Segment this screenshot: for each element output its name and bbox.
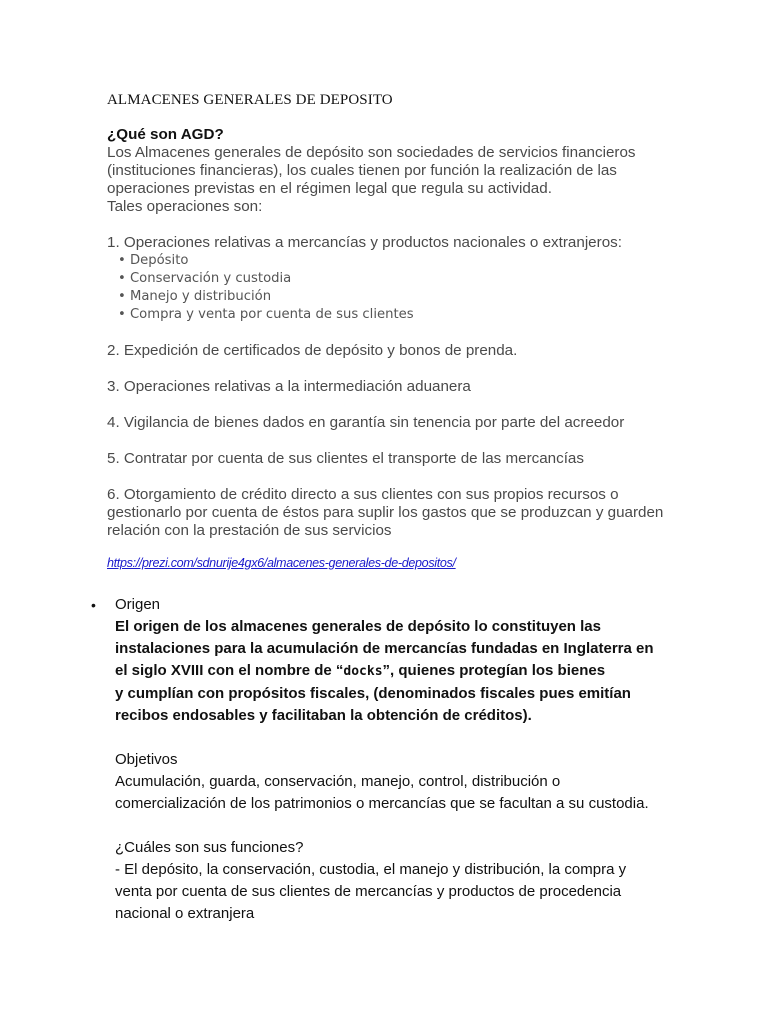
origin-paragraph: [115, 616, 675, 727]
objectives-line: comercialización de los patrimonios o mercancías que se facultan a su custodia.: [115, 795, 649, 812]
functions-line: venta por cuenta de sus clientes de mercancías y productos de procedencia: [115, 883, 622, 900]
functions-heading: ¿Cuáles son sus funciones?: [115, 839, 304, 856]
list-bullet: •: [91, 597, 96, 613]
operation-item-2: 2. Expedición de certificados de depósito y bonos de prenda.: [107, 342, 518, 359]
agd-definition-section: [107, 126, 707, 540]
intro-line: operaciones previstas en el régimen legal que regula su actividad.: [107, 180, 552, 197]
origin-section: [91, 594, 675, 925]
origin-text: ”, quienes protegían los bienes: [382, 662, 606, 679]
question-heading: ¿Qué son AGD?: [107, 126, 224, 143]
prezi-link[interactable]: https://prezi.com/sdnurije4gx6/almacenes-generales-de-depositos/: [107, 556, 456, 570]
intro-line: Los Almacenes generales de depósito son sociedades de servicios financieros: [107, 144, 636, 161]
origin-line: [115, 660, 675, 683]
operation-sublist: [107, 252, 707, 324]
sublist-item: • Manejo y distribución: [118, 289, 272, 304]
functions-line: - El depósito, la conservación, custodia, el manejo y distribución, la compra y: [115, 861, 627, 878]
sublist-item: • Conservación y custodia: [118, 271, 292, 286]
origin-text: el siglo XVIII con el nombre de “: [115, 662, 344, 679]
origin-heading-row: [91, 594, 675, 616]
origin-line: y cumplían con propósitos fiscales, (denominados fiscales pues emitían: [115, 685, 631, 702]
origin-line: instalaciones para la acumulación de mercancías fundadas en Inglaterra en: [115, 640, 654, 657]
document-title: ALMACENES GENERALES DE DEPOSITO: [107, 92, 393, 108]
intro-line: (instituciones financieras), los cuales tienen por función la realización de las: [107, 162, 617, 179]
intro-line: Tales operaciones son:: [107, 198, 263, 215]
operation-item-3: 3. Operaciones relativas a la intermediación aduanera: [107, 378, 471, 395]
operation-item-5: 5. Contratar por cuenta de sus clientes el transporte de las mercancías: [107, 450, 584, 467]
functions-line: nacional o extranjera: [115, 905, 255, 922]
item-6-line: gestionarlo por cuenta de éstos para suplir los gastos que se produzcan y guarden: [107, 504, 664, 521]
sublist-item: • Compra y venta por cuenta de sus clientes: [118, 307, 414, 322]
sublist-item: • Depósito: [118, 253, 189, 268]
docks-term: docks: [343, 664, 383, 679]
origin-line: El origen de los almacenes generales de depósito lo constituyen las: [115, 618, 601, 635]
origin-heading: Origen: [115, 596, 161, 613]
operation-item-4: 4. Vigilancia de bienes dados en garantía sin tenencia por parte del acreedor: [107, 414, 625, 431]
operation-item-6: [107, 486, 707, 540]
operation-item-1: 1. Operaciones relativas a mercancías y productos nacionales o extranjeros:: [107, 234, 622, 251]
item-6-line: 6. Otorgamiento de crédito directo a sus clientes con sus propios recursos o: [107, 486, 619, 503]
origin-line: recibos endosables y facilitaban la obtención de créditos).: [115, 707, 532, 724]
item-6-line: relación con la prestación de sus servicios: [107, 522, 392, 539]
objectives-heading: Objetivos: [115, 751, 178, 768]
objectives-line: Acumulación, guarda, conservación, manejo, control, distribución o: [115, 773, 561, 790]
operations-list: [107, 234, 707, 540]
